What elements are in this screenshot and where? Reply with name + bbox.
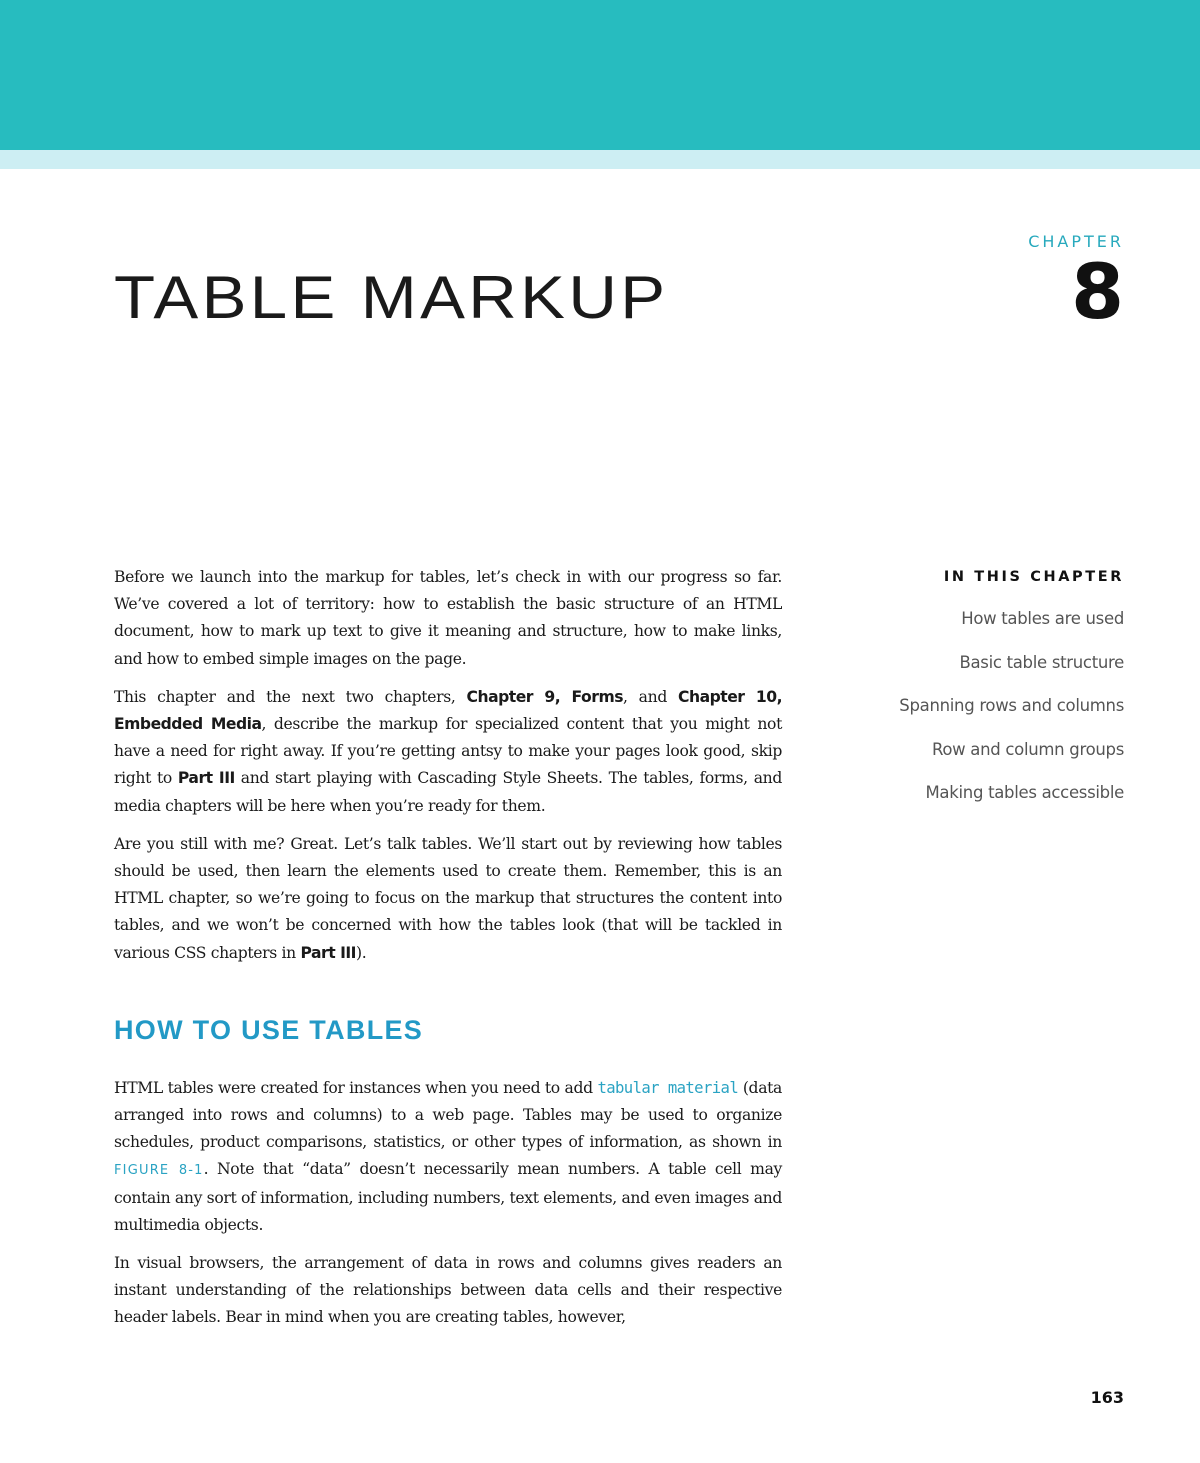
text-run: Are you still with me? Great. Let’s talk tables. We’ll start out by reviewing how tables should be used, then learn the elements used to create them. Remember, this is an HTML chapter, so we’re going to focus on the markup that structures the content into tables, and we won’t be concerned with how the tables look (that will be tackled in various CSS chapters in bbox=[114, 834, 782, 962]
sidebar-topic-item: Row and column groups bbox=[931, 739, 1124, 759]
sidebar-heading: IN THIS CHAPTER bbox=[943, 569, 1124, 585]
paragraph-talk-tables bbox=[114, 831, 782, 967]
chapter-label: CHAPTER bbox=[1028, 232, 1124, 251]
sidebar-topic-list bbox=[824, 608, 1124, 826]
page-number: 163 bbox=[1090, 1388, 1124, 1407]
header-accent-strip bbox=[0, 150, 1200, 169]
text-run: and start playing with Cascading Style Sheets. The tables, forms, and media chapters will be here when you’re ready for them. bbox=[114, 769, 782, 815]
paragraph-intro: Before we launch into the markup for tables, let’s check in with our progress so far. We’ve covered a lot of territory: how to establish the basic structure of an HTML document, how to mark up text to give it meaning and structure, how to make links, and how to embed simple images on the page. bbox=[114, 568, 782, 668]
in-this-chapter-sidebar bbox=[824, 566, 1124, 826]
part-iii-reference: Part III bbox=[300, 943, 356, 962]
section-heading: HOW TO USE TABLES bbox=[114, 1014, 424, 1045]
paragraph-visual-browsers: In visual browsers, the arrangement of data in rows and columns gives readers an instant understanding of the relationships between data cells and their respective header labels. Bear in mind when you are creating tables, however, bbox=[114, 1254, 782, 1327]
paragraph-chapters bbox=[114, 684, 782, 820]
sidebar-topic-item: How tables are used bbox=[961, 609, 1124, 628]
sidebar-topic-item: Making tables accessible bbox=[925, 783, 1124, 802]
chapter-9-reference: Chapter 9, Forms bbox=[466, 687, 623, 706]
text-run: ). bbox=[355, 943, 367, 962]
text-run: This chapter and the next two chapters, bbox=[114, 687, 467, 706]
text-run: , and bbox=[623, 687, 679, 706]
part-iii-reference: Part III bbox=[177, 769, 235, 788]
glossary-term: tabular material bbox=[597, 1078, 739, 1097]
sidebar-topic-item: Basic table structure bbox=[959, 652, 1124, 672]
chapter-number: 8 bbox=[1071, 247, 1124, 336]
sidebar-topic-item: Spanning rows and columns bbox=[899, 696, 1124, 715]
paragraph-tabular bbox=[114, 1075, 782, 1239]
text-run: (data arranged into rows and columns) to a web page. Tables may be used to organize schedules, product comparisons, statistics, or other types of information, as shown in bbox=[114, 1078, 783, 1152]
text-run: , describe the markup for specialized content that you might not have a need for right away. If you’re getting antsy to make your pages look good, skip right to bbox=[114, 715, 782, 788]
figure-reference: FIGURE 8-1 bbox=[114, 1163, 204, 1179]
text-run: . Note that “data” doesn’t necessarily mean numbers. A table cell may contain any sort of information, including numbers, text elements, and even images and multimedia objects. bbox=[114, 1160, 782, 1234]
chapter-title: TABLE MARKUP bbox=[114, 264, 669, 331]
body-text bbox=[114, 564, 782, 1343]
text-run: HTML tables were created for instances when you need to add bbox=[114, 1078, 598, 1097]
chapter-10-reference: Chapter 10, Embedded Media bbox=[114, 687, 782, 734]
header-color-band bbox=[0, 0, 1200, 150]
